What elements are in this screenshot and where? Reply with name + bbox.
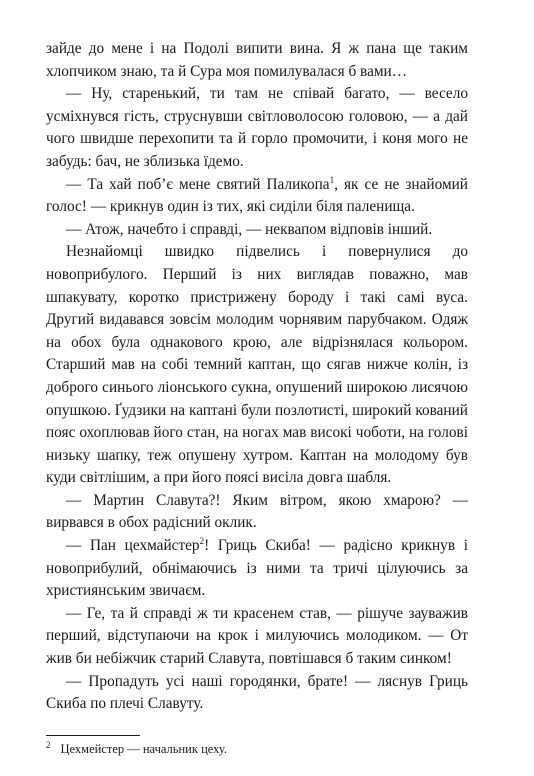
footnote-number: 2 [46,739,51,750]
body-text [46,38,468,716]
paragraph-5: Незнайомці швидко підвелись і повернулися до новоприбулого. Перший із них виглядав поважно, мав шпакувату, коротко пристрижену бороду і такі самі вуса. Другий видавався зовсім молодим чорнявим парубчаком. Одяж на обох була однакового крою, але відрізнялася кольором. Старший мав на собі темний каптан, що сягав нижче колін, із доброго синього ліонського сукна, опушений широкою лисячою опушкою. Ґудзики на каптані були позлотисті, широкий кований пояс охоплював його стан, на ногах мав високі чоботи, на голові низьку шапку, теж опушену хутром. Каптан на молодому був куди світлішим, а при його поясі висіла довга шабля. [46,243,468,487]
footnote-ref-1: 1 [329,174,335,185]
paragraph-1: зайде до мене і на Подолі випити вина. Я ж пана ще таким хлопчиком знаю, та й Сура моя помилувалася б вами… [46,40,468,80]
paragraph-7-start: — Пан цехмайстер [66,537,200,555]
paragraph-3-start: — Та хай побʼє мене святий Паликопа [66,175,330,193]
paragraph-7-end: ! Гриць Скиба! — радісно крикнув і новоприбулий, обнімаючись із ними та тричі цілуючись за християнським звичаєм. [46,537,468,600]
footnote-divider [46,735,140,736]
paragraph-6: — Мартин Славута?! Яким вітром, якою хмарою? — вирвався в обох радісний оклик. [46,491,468,532]
paragraph-8: — Ге, та й справді ж ти красенем став, — рішуче зауважив перший, відступаючи на крок і милуючись молодиком. — От жив би небіжчик старий Славута, повтішався б таким синком! [46,604,468,668]
footnote-text: Цехмейстер — начальник цеху. [60,742,228,756]
paragraph-7 [46,535,468,603]
paragraph-3 [46,174,468,219]
paragraph-9: — Пропадуть усі наші городянки, брате! — ляснув Гриць Скиба по плечі Славуту. [46,672,468,713]
paragraph-4: — Атож, начебто і справді, — неквапом відповів інший. [66,220,433,238]
footnote-ref-2: 2 [199,535,205,546]
paragraph-3-end: , як се не знайомий голос! — крикнув один із тих, які сиділи біля паленища. [46,175,468,216]
paragraph-2: — Ну, старенький, ти там не співай багато, — весело усміхнувся гість, струснувши світловолосою головою, — а дай чого швидше перехопити та й горло промочити, і коня мого не забудь: бач, не зблизька їдемо. [46,85,468,170]
footnote [46,740,468,758]
